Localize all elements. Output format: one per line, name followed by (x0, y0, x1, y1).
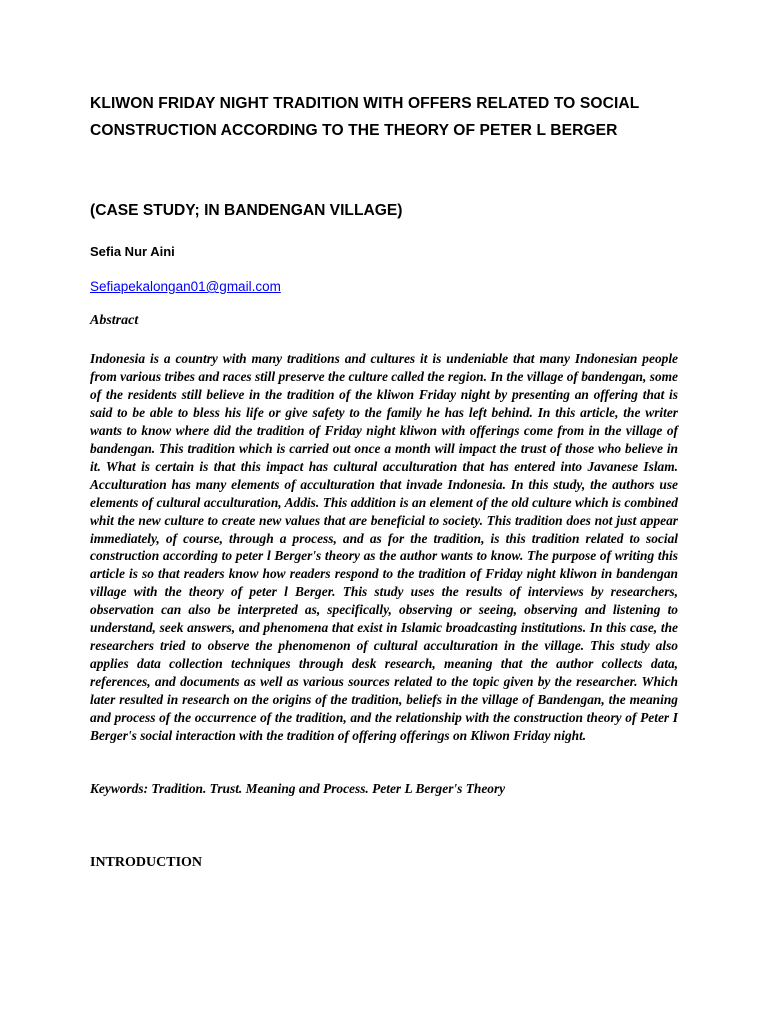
document-subtitle: (CASE STUDY; IN BANDENGAN VILLAGE) (90, 202, 403, 219)
author-email-link[interactable]: Sefiapekalongan01@gmail.com (90, 279, 281, 294)
author-name: Sefia Nur Aini (90, 244, 175, 259)
document-title: KLIWON FRIDAY NIGHT TRADITION WITH OFFERS RELATED TO SOCIAL CONSTRUCTION ACCORDING TO THE THEORY OF PETER L BERGER (90, 95, 640, 139)
abstract-body: Indonesia is a country with many traditions and cultures it is undeniable that many Indonesian people from various tribes and races still preserve the culture called the region. In the village of bandengan, some of the residents still believe in the tradition of the kliwon Friday night by presenting an offering that is said to be able to bless his life or give safety to the family he has left behind. In this article, the writer wants to know where did the tradition of Friday night kliwon with offerings come from in the village of bandengan. This tradition which is carried out once a month will impact the trust of those who believe in it. What is certain is that this impact has cultural acculturation that has entered into Javanese Islam. Acculturation has many elements of acculturation that invade Indonesia. In this study, the authors use elements of cultural acculturation, Addis. This addition is an element of the old culture which is combined whit the new culture to create new values that are beneficial to society. This tradition does not just appear immediately, of course, through a process, and as for the tradition, is this tradition related to social construction according to peter l Berger's theory as the author wants to know. The purpose of writing this article is so that readers know how readers respond to the tradition of Friday night kliwon in bandengan village with the theory of peter l Berger. This study uses the results of interviews by researchers, observation can also be interpreted as, specifically, observing or seeing, observing and listening to understand, seek answers, and phenomena that exist in Islamic broadcasting institutions. In this case, the researchers tried to observe the phenomenon of cultural acculturation in the village. This study also applies data collection techniques through desk research, meaning that the author collects data, references, and documents as well as various sources related to the topic given by the researcher. Which later resulted in research on the origins of the tradition, beliefs in the village of Bandengan, the meaning and process of the occurrence of the tradition, and the relationship with the construction theory of Peter I Berger's social interaction with the tradition of offering offerings on Kliwon Friday night. (90, 351, 678, 744)
abstract-heading: Abstract (90, 313, 139, 328)
keywords-line: Keywords: Tradition. Trust. Meaning and Process. Peter L Berger's Theory (90, 781, 506, 796)
section-heading-introduction: INTRODUCTION (90, 855, 203, 870)
